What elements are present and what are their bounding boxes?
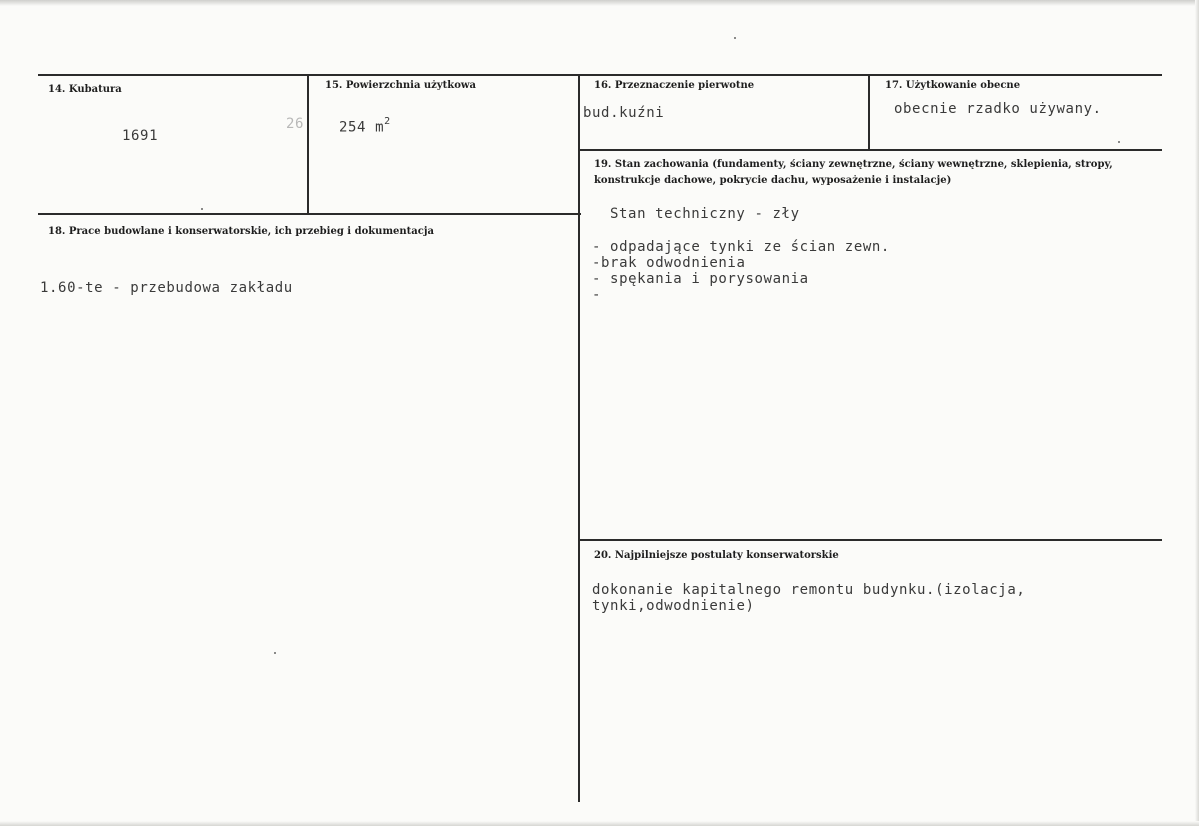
field-16-value: bud.kuźni — [583, 105, 665, 121]
field-20-label: 20. Najpilniejsze postulaty konserwatorskie — [594, 550, 839, 561]
field-15-value-text: 254 m — [339, 119, 385, 136]
field-19-title: Stan techniczny - zły — [610, 206, 800, 222]
paper-speck — [734, 37, 736, 39]
paper-speck — [274, 652, 276, 654]
rule-above-20 — [580, 539, 1162, 541]
paper-speck — [201, 208, 203, 210]
field-15-label: 15. Powierzchnia użytkowa — [325, 80, 476, 91]
field-20-line: dokonanie kapitalnego remontu budynku.(izolacja, — [592, 582, 1026, 598]
divider-14-15 — [307, 74, 309, 214]
field-15-value-superscript: 2 — [384, 116, 391, 127]
paper-edge-top — [0, 0, 1199, 6]
paper-speck — [1118, 141, 1120, 143]
divider-16-17 — [868, 74, 870, 150]
field-19-line: - — [592, 287, 602, 303]
field-19-label: 19. Stan zachowania (fundamenty, ściany zewnętrzne, ściany wewnętrzne, sklepienia, stropy, konstrukcje dachowe, pokrycie dachu, wyposażenie i instalacje) — [594, 159, 1113, 186]
rule-below-16-17 — [580, 149, 1162, 151]
field-15-value — [339, 116, 391, 136]
field-17-label: 17. Użytkowanie obecne — [885, 80, 1021, 91]
field-19-line: -brak odwodnienia — [592, 255, 746, 271]
field-18-line: 1.60-te - przebudowa zakładu — [40, 280, 293, 296]
field-14-label: 14. Kubatura — [48, 84, 122, 95]
top-rule — [38, 74, 1162, 76]
field-19-line: - odpadające tynki ze ścian zewn. — [592, 239, 890, 255]
field-16-label: 16. Przeznaczenie pierwotne — [594, 80, 755, 91]
field-14-value: 1691 — [122, 128, 159, 144]
field-20-line: tynki,odwodnienie) — [592, 598, 755, 614]
rule-below-14-15 — [38, 213, 581, 215]
paper-edge-bottom — [0, 821, 1199, 826]
field-19-line: - spękania i porysowania — [592, 271, 809, 287]
paper-edge-right — [1195, 0, 1199, 826]
field-14-stray-mark: 26 — [286, 116, 305, 132]
field-18-label: 18. Prace budowlane i konserwatorskie, ich przebieg i dokumentacja — [48, 226, 434, 237]
field-17-value: obecnie rzadko używany. — [894, 101, 1102, 117]
divider-main — [578, 74, 580, 802]
